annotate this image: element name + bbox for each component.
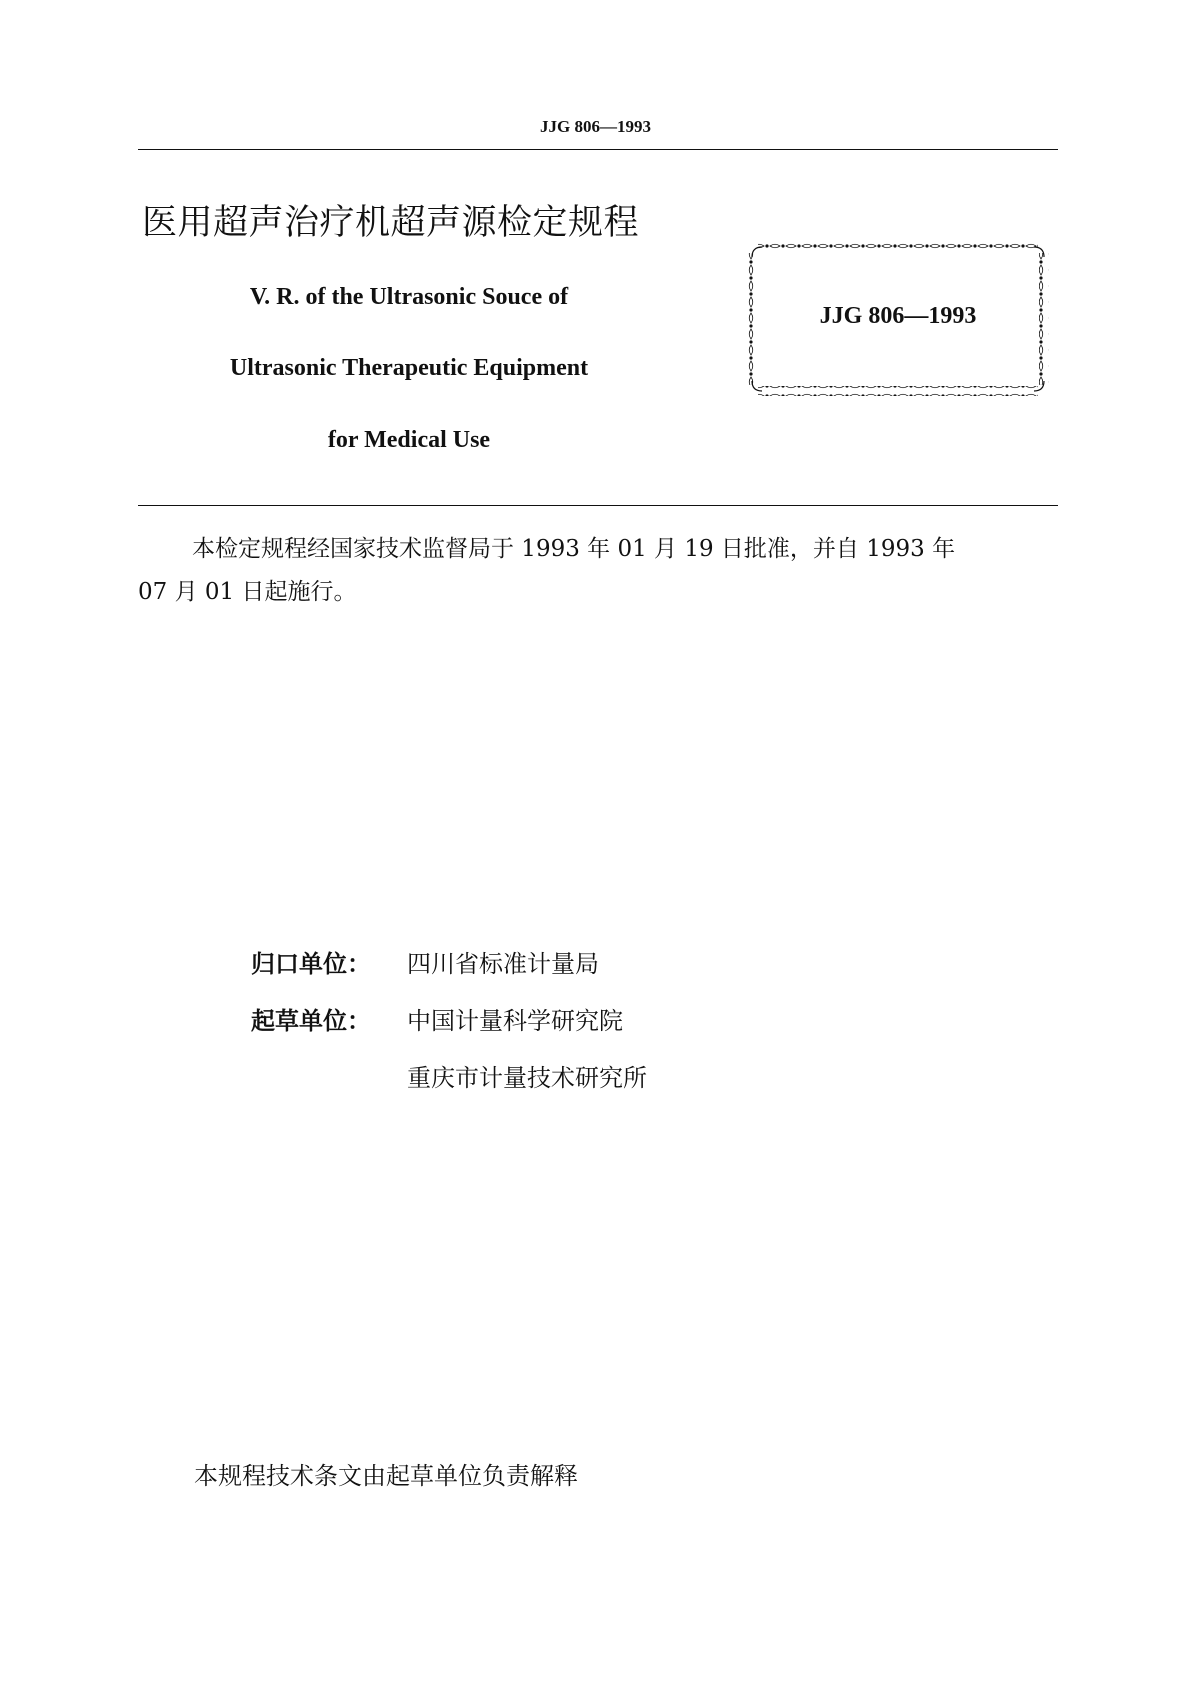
header-standard-code: JJG 806—1993 [540,117,651,136]
header-divider [138,149,1058,150]
approval-line-1 [138,528,1058,571]
title-divider [138,505,1058,506]
approval-paragraph [138,528,1058,614]
responsible-unit-value: 四川省标准计量局 [407,950,599,978]
standard-code-box-text: JJG 806—1993 [819,303,977,329]
approval-line-2: 07 月 01 日起施行。 [138,579,357,605]
title-english-line-1: V. R. of the Ultrasonic Souce of [249,284,569,310]
title-english-line-3: for Medical Use [327,427,491,453]
responsible-unit-label: 归口单位： [251,950,371,978]
drafting-unit-label: 起草单位： [251,1007,371,1035]
interpretation-note: 本规程技术条文由起草单位负责解释 [194,1462,578,1490]
drafting-unit-value-2: 重庆市计量技术研究所 [407,1064,647,1092]
title-english-line-2: Ultrasonic Therapeutic Equipment [229,355,589,381]
title-chinese: 医用超声治疗机超声源检定规程 [142,203,640,243]
drafting-unit-value-1: 中国计量科学研究院 [407,1007,623,1035]
standard-code-box [746,241,1050,397]
approval-line-1-text: 本检定规程经国家技术监督局于 1993 年 01 月 19 日批准，并自 1993 年 [192,536,956,562]
